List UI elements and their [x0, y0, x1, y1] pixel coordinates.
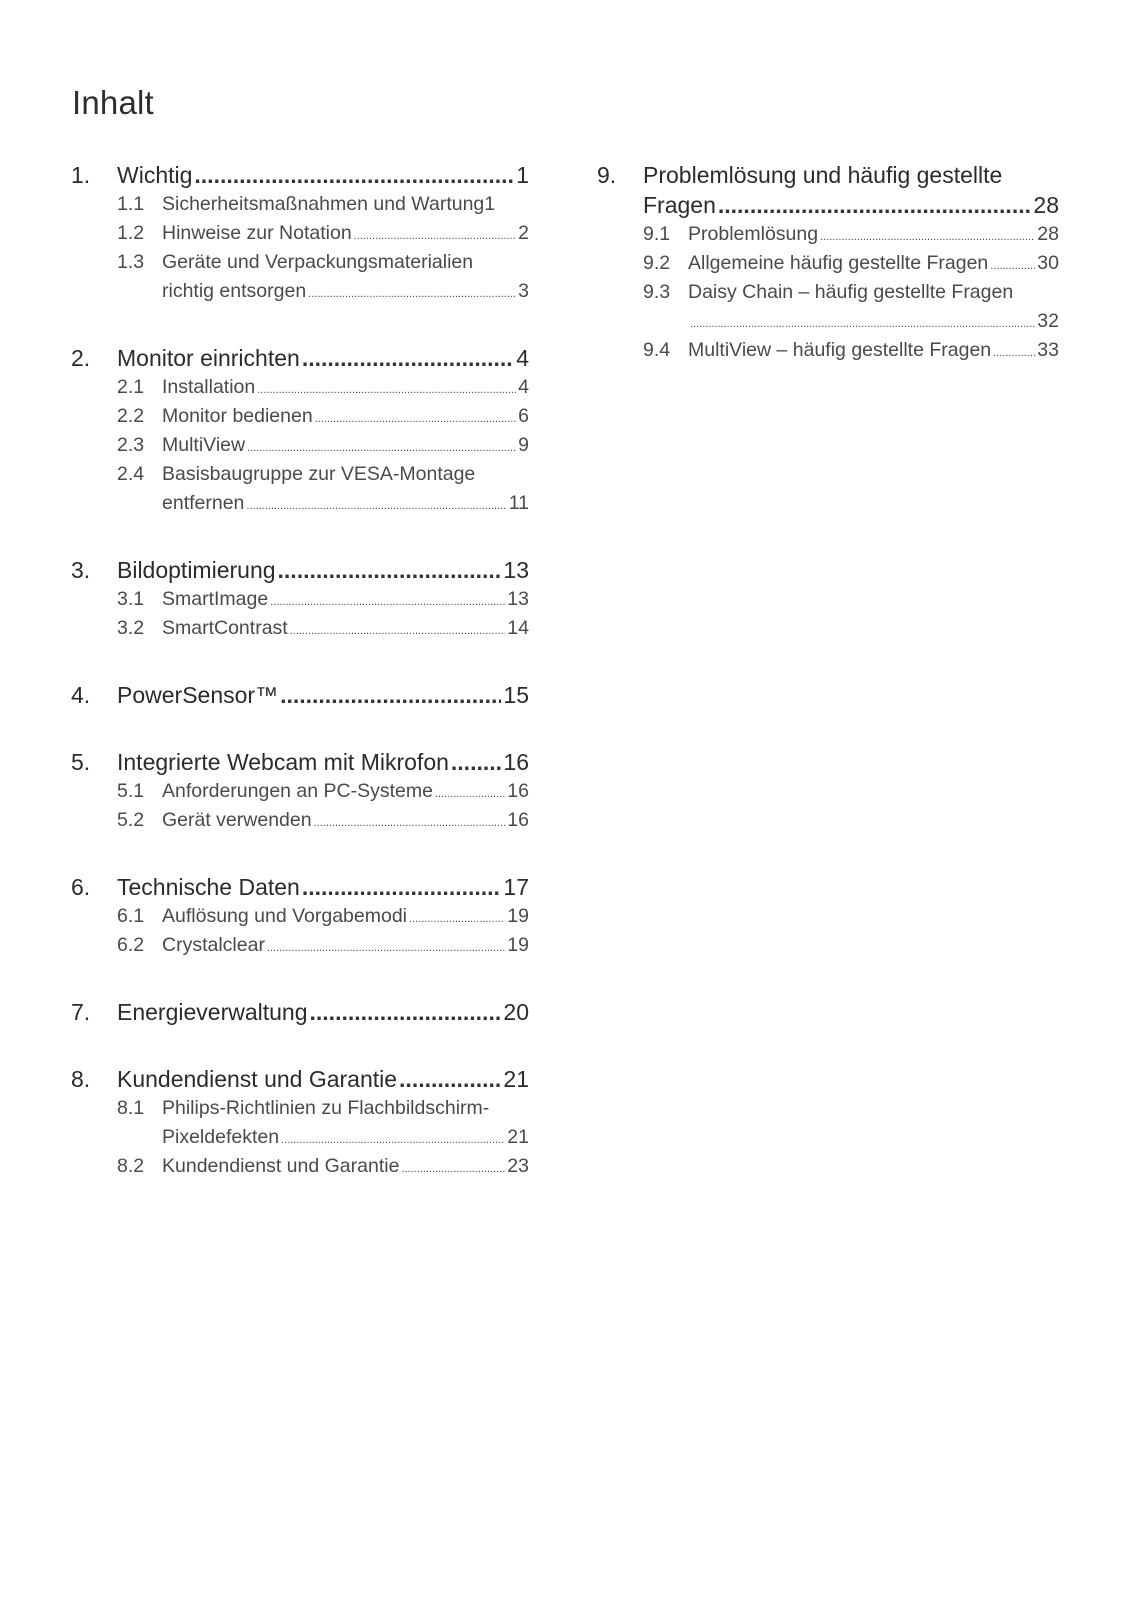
subsection-page-number: 30: [1037, 252, 1059, 274]
toc-section: [71, 555, 529, 643]
subsection-page-number: 28: [1037, 223, 1059, 245]
subsection-page-number: 23: [507, 1155, 529, 1177]
chapter-number: 1.: [71, 162, 91, 188]
toc-subsection-entry[interactable]: [71, 402, 529, 431]
leader-dots: [278, 555, 502, 585]
leader-dots: [247, 434, 516, 463]
subsection-number: 2.3: [117, 434, 145, 456]
leader-dots: [280, 680, 501, 710]
subsection-title: Basisbaugruppe zur VESA-Montage: [162, 463, 476, 485]
chapter-page-number: 28: [1033, 192, 1059, 218]
subsection-number: 8.1: [117, 1097, 145, 1119]
chapter-title: Wichtig: [117, 162, 193, 188]
toc-left-column: [71, 160, 529, 1218]
subsection-number: 9.2: [643, 252, 671, 274]
subsection-title: Hinweise zur Notation: [162, 222, 352, 244]
subsection-page-number: 16: [507, 809, 529, 831]
toc-section: [71, 680, 529, 710]
subsection-number: 1.2: [117, 222, 145, 244]
leader-dots: [409, 905, 505, 934]
subsection-number: 6.2: [117, 934, 145, 956]
chapter-page-number: 21: [503, 1066, 529, 1092]
toc-subsection-entry[interactable]: [71, 460, 529, 489]
leader-dots: [354, 222, 516, 251]
toc-section: [597, 160, 1059, 365]
chapter-page-number: 20: [503, 999, 529, 1025]
toc-chapter-entry[interactable]: [71, 1064, 529, 1094]
toc-subsection-entry[interactable]: [71, 248, 529, 277]
subsection-title-continued: Pixeldefekten: [162, 1126, 280, 1148]
toc-subsection-entry[interactable]: [71, 902, 529, 931]
toc-subsection-entry[interactable]: [71, 1094, 529, 1123]
subsection-title: SmartImage: [162, 588, 269, 610]
chapter-page-number: 15: [503, 682, 529, 708]
subsection-title: MultiView: [162, 434, 246, 456]
subsection-number: 5.2: [117, 809, 145, 831]
subsection-title: Kundendienst und Garantie: [162, 1155, 400, 1177]
subsection-page-number: 33: [1037, 339, 1059, 361]
toc-subsection-entry[interactable]: [597, 336, 1059, 365]
toc-subsection-entry-continued[interactable]: [597, 307, 1059, 336]
subsection-page-number: 13: [507, 588, 529, 610]
toc-subsection-entry[interactable]: [71, 373, 529, 402]
subsection-number: 2.2: [117, 405, 145, 427]
subsection-page-number: 19: [507, 934, 529, 956]
toc-chapter-entry[interactable]: [597, 160, 1059, 190]
subsection-number: 1.1: [117, 193, 145, 215]
chapter-number: 6.: [71, 874, 91, 900]
toc-subsection-entry[interactable]: [71, 190, 529, 219]
subsection-title: Monitor bedienen: [162, 405, 313, 427]
subsection-number: 1.3: [117, 251, 145, 273]
subsection-number: 3.2: [117, 617, 145, 639]
chapter-number: 7.: [71, 999, 91, 1025]
leader-dots: [718, 190, 1032, 220]
toc-section: [71, 997, 529, 1027]
subsection-number: 2.4: [117, 463, 145, 485]
subsection-page-number: 32: [1037, 310, 1059, 332]
subsection-title: Sicherheitsmaßnahmen und Wartung: [162, 193, 485, 215]
subsection-title: SmartContrast: [162, 617, 288, 639]
leader-dots: [302, 343, 514, 373]
leader-dots: [270, 588, 505, 617]
chapter-title: Problemlösung und häufig gestellte: [643, 162, 1003, 188]
subsection-title: Crystalclear: [162, 934, 265, 956]
subsection-title: Auflösung und Vorgabemodi: [162, 905, 408, 927]
toc-chapter-entry[interactable]: [71, 997, 529, 1027]
subsection-page-number: 19: [507, 905, 529, 927]
toc-subsection-entry[interactable]: [597, 278, 1059, 307]
leader-dots: [401, 1155, 505, 1184]
subsection-title: Problemlösung: [688, 223, 819, 245]
chapter-title: Technische Daten: [117, 874, 300, 900]
subsection-title: Philips-Richtlinien zu Flachbildschirm-: [162, 1097, 490, 1119]
subsection-number: 9.3: [643, 281, 671, 303]
leader-dots: [310, 997, 502, 1027]
chapter-page-number: 1: [516, 162, 529, 188]
leader-dots: [314, 809, 506, 838]
toc-subsection-entry-continued[interactable]: [71, 277, 529, 306]
subsection-number: 5.1: [117, 780, 145, 802]
toc-section: [71, 872, 529, 960]
toc-chapter-entry[interactable]: [71, 555, 529, 585]
toc-subsection-entry[interactable]: [597, 249, 1059, 278]
subsection-number: 9.1: [643, 223, 671, 245]
chapter-number: 5.: [71, 749, 91, 775]
leader-dots: [451, 747, 502, 777]
leader-dots: [690, 310, 1035, 339]
toc-subsection-entry[interactable]: [71, 219, 529, 248]
subsection-title: Daisy Chain – häufig gestellte Fragen: [688, 281, 1014, 303]
leader-dots: [281, 1126, 505, 1155]
toc-section: [71, 160, 529, 306]
chapter-number: 3.: [71, 557, 91, 583]
chapter-page-number: 16: [503, 749, 529, 775]
subsection-title: Anforderungen an PC-Systeme: [162, 780, 433, 802]
chapter-page-number: 13: [503, 557, 529, 583]
leader-dots: [820, 223, 1035, 252]
leader-dots: [315, 405, 516, 434]
subsection-page-number: 14: [507, 617, 529, 639]
toc-subsection-entry[interactable]: [71, 614, 529, 643]
leader-dots: [290, 617, 506, 646]
toc-subsection-entry-continued[interactable]: [71, 1123, 529, 1152]
subsection-page-number: 11: [508, 492, 529, 514]
subsection-page-number: 21: [507, 1126, 529, 1148]
toc-right-column: [597, 160, 1059, 402]
toc-subsection-entry[interactable]: [71, 431, 529, 460]
chapter-title: Monitor einrichten: [117, 345, 300, 371]
chapter-number: 8.: [71, 1066, 91, 1092]
subsection-number: 6.1: [117, 905, 145, 927]
toc-chapter-entry[interactable]: [71, 160, 529, 190]
toc-subsection-entry[interactable]: [71, 931, 529, 960]
toc-chapter-entry[interactable]: [71, 872, 529, 902]
subsection-number: 3.1: [117, 588, 145, 610]
toc-section: [71, 343, 529, 518]
leader-dots: [257, 376, 516, 405]
toc-subsection-entry-continued[interactable]: [71, 489, 529, 518]
subsection-page-number: 2: [518, 222, 529, 244]
toc-subsection-entry[interactable]: [71, 1152, 529, 1181]
chapter-title: Bildoptimierung: [117, 557, 276, 583]
chapter-title: PowerSensor™: [117, 682, 279, 708]
toc-chapter-entry[interactable]: [71, 747, 529, 777]
leader-dots: [308, 280, 516, 309]
subsection-title-continued: entfernen: [162, 492, 245, 514]
toc-subsection-entry[interactable]: [71, 806, 529, 835]
subsection-title: MultiView – häufig gestellte Fragen: [688, 339, 992, 361]
subsection-title: Gerät verwenden: [162, 809, 312, 831]
leader-dots: [194, 160, 514, 190]
chapter-title-continued: Fragen: [643, 192, 716, 218]
chapter-number: 2.: [71, 345, 91, 371]
toc-subsection-entry[interactable]: [71, 585, 529, 614]
toc-subsection-entry[interactable]: [597, 220, 1059, 249]
toc-chapter-entry[interactable]: [71, 343, 529, 373]
toc-chapter-entry[interactable]: [71, 680, 529, 710]
leader-dots: [302, 872, 502, 902]
chapter-title: Energieverwaltung: [117, 999, 308, 1025]
chapter-number: 9.: [597, 162, 617, 188]
leader-dots: [399, 1064, 501, 1094]
page-title: Inhalt: [72, 84, 154, 121]
subsection-number: 2.1: [117, 376, 145, 398]
subsection-page-number: 4: [518, 376, 529, 398]
toc-chapter-entry-continued[interactable]: [597, 190, 1059, 220]
chapter-title: Kundendienst und Garantie: [117, 1066, 398, 1092]
subsection-title: Allgemeine häufig gestellte Fragen: [688, 252, 989, 274]
toc-section: [71, 1064, 529, 1181]
chapter-page-number: 4: [516, 345, 529, 371]
leader-dots: [990, 252, 1035, 281]
subsection-page-number: 9: [518, 434, 529, 456]
subsection-title: Geräte und Verpackungsmaterialien: [162, 251, 474, 273]
subsection-page-number: 3: [518, 280, 529, 302]
chapter-number: 4.: [71, 682, 91, 708]
toc-subsection-entry[interactable]: [71, 777, 529, 806]
subsection-page-number: 16: [507, 780, 529, 802]
leader-dots: [267, 934, 505, 963]
subsection-title: Installation: [162, 376, 256, 398]
leader-dots: [246, 492, 506, 521]
subsection-page-number: 6: [518, 405, 529, 427]
chapter-page-number: 17: [503, 874, 529, 900]
toc-section: [71, 747, 529, 835]
subsection-page-number: 1: [484, 193, 496, 215]
subsection-number: 9.4: [643, 339, 671, 361]
leader-dots: [993, 339, 1035, 368]
leader-dots: [435, 780, 505, 809]
subsection-title-continued: richtig entsorgen: [162, 280, 307, 302]
chapter-title: Integrierte Webcam mit Mikrofon: [117, 749, 449, 775]
subsection-number: 8.2: [117, 1155, 145, 1177]
